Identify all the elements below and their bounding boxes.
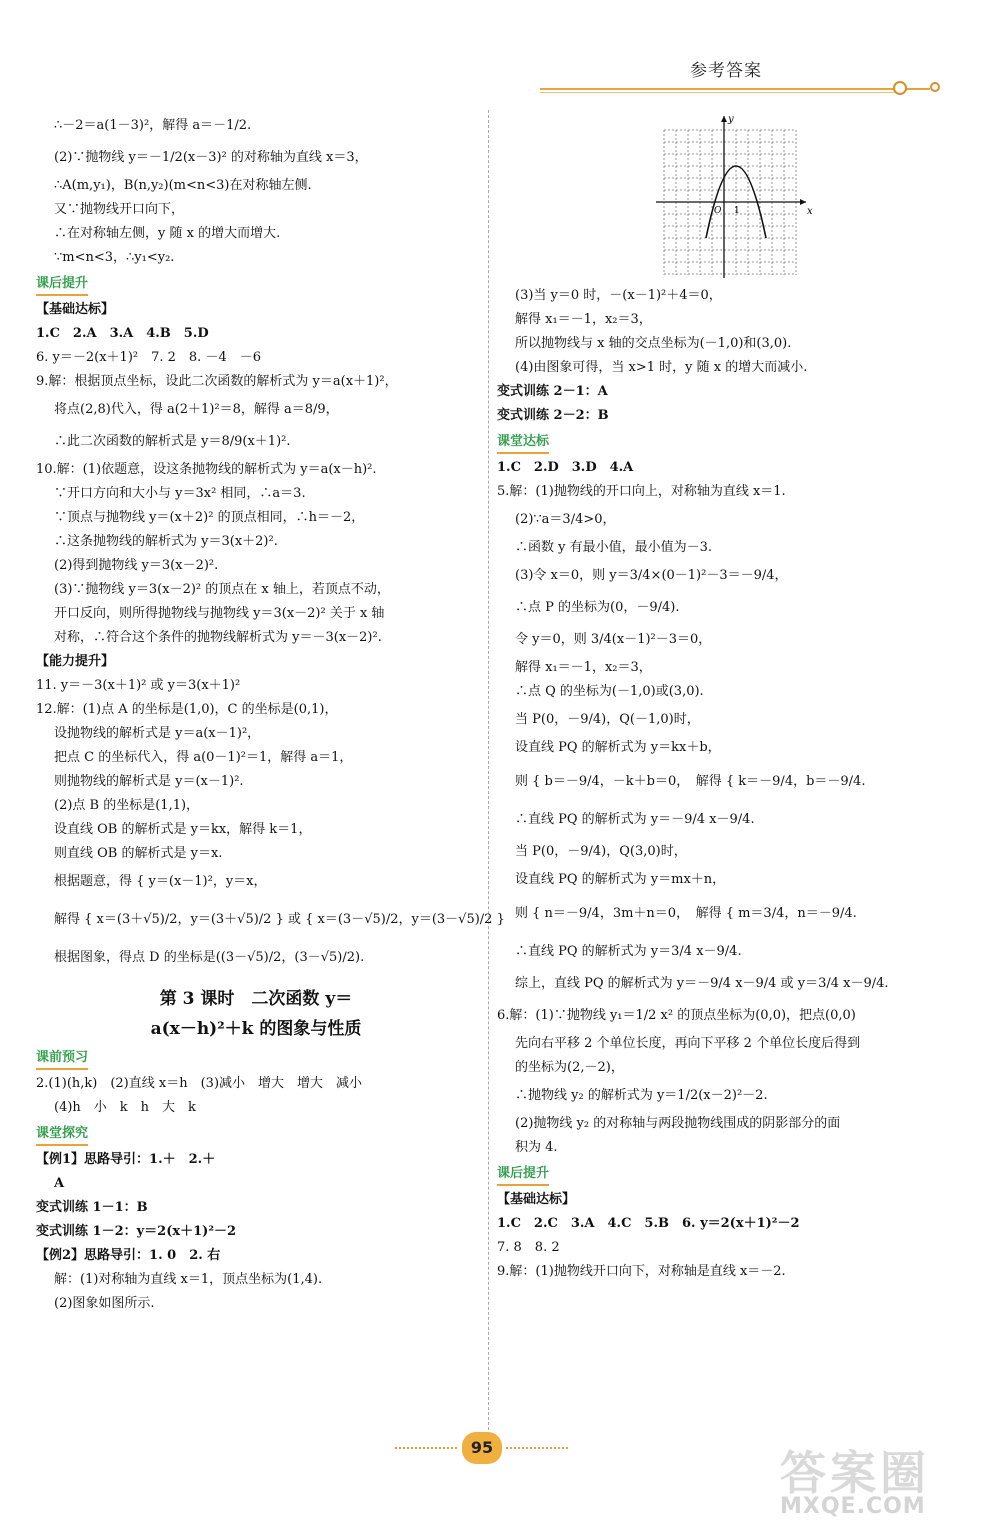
answer-line: 开口反向，则所得抛物线与抛物线 y＝3(x－2)² 关于 x 轴 [54, 606, 385, 621]
answer-line: 把点 C 的坐标代入，得 a(0－1)²＝1，解得 a＝1， [54, 750, 353, 765]
section-heading: 课堂达标 [497, 432, 549, 454]
right-column [497, 110, 967, 1284]
answer-line: ∴抛物线 y₂ 的解析式为 y＝1/2(x－2)²－2. [515, 1088, 768, 1103]
x-axis-label: x [807, 206, 813, 217]
answer-line: 【例1】思路导引：1.＋ 2.＋ [36, 1152, 216, 1167]
answer-line: A [54, 1176, 65, 1191]
answer-line: ∴－2＝a(1－3)²，解得 a＝－1/2. [54, 118, 252, 133]
answer-line: ∴在对称轴左侧，y 随 x 的增大而增大. [54, 226, 281, 241]
lesson-title-line-1: 第 3 课时 二次函数 y＝ [159, 989, 353, 1009]
subsection-heading: 【基础达标】 [497, 1192, 576, 1207]
answer-line: 5.解：(1)抛物线的开口向上，对称轴为直线 x＝1. [497, 484, 786, 499]
answer-line: ∴A(m,y₁)，B(n,y₂)(m<n<3)在对称轴左侧. [54, 178, 312, 193]
answer-line: 6. y＝－2(x＋1)² 7. 2 8. －4 －6 [36, 350, 261, 365]
answer-line: (2)∵抛物线 y＝－1/2(x－3)² 的对称轴为直线 x＝3， [54, 150, 368, 165]
footer-dots-left [395, 1447, 457, 1449]
tick-label: 1 [734, 206, 740, 216]
answer-line: 解得 { x＝(3＋√5)/2，y＝(3＋√5)/2 } 或 { x＝(3－√5)/2，y＝(3－√5)/2 } [54, 912, 505, 927]
answer-line: 则 { n＝－9/4，3m＋n＝0， 解得 { m＝3/4，n＝－9/4. [515, 906, 857, 921]
answer-line: 变式训练 2－2：B [497, 408, 609, 423]
answer-line: 先向右平移 2 个单位长度，再向下平移 2 个单位长度后得到 [515, 1036, 861, 1051]
answer-line: 解：(1)对称轴为直线 x＝1，顶点坐标为(1,4). [54, 1272, 323, 1287]
answer-line: 12.解：(1)点 A 的坐标是(1,0)，C 的坐标是(0,1)， [36, 702, 338, 717]
section-heading: 课后提升 [36, 274, 88, 296]
page-number: 95 [462, 1432, 502, 1464]
answer-line: 的坐标为(2,－2)， [515, 1060, 624, 1075]
y-axis-label: y [728, 114, 734, 125]
answer-line: (2)点 B 的坐标是(1,1)， [54, 798, 200, 813]
answer-line: (2)∵a＝3/4>0， [515, 512, 616, 527]
answer-line: (2)抛物线 y₂ 的对称轴与两段抛物线围成的阴影部分的面 [515, 1116, 841, 1131]
answer-line: 11. y＝－3(x＋1)² 或 y＝3(x＋1)² [36, 678, 241, 693]
answer-line: 设直线 PQ 的解析式为 y＝kx＋b， [515, 740, 721, 755]
answer-line: 变式训练 2－1：A [497, 384, 608, 399]
answer-line: (2)得到抛物线 y＝3(x－2)². [54, 558, 219, 573]
answer-line: 所以抛物线与 x 轴的交点坐标为(－1,0)和(3,0). [515, 336, 792, 351]
page-header-title: 参考答案 [690, 61, 762, 81]
watermark-url: MXQE.COM [780, 1494, 926, 1519]
answer-line: ∴直线 PQ 的解析式为 y＝3/4 x－9/4. [515, 944, 742, 959]
answer-line: 则 { b＝－9/4，－k＋b＝0， 解得 { k＝－9/4，b＝－9/4. [515, 774, 866, 789]
origin-label: O [714, 206, 722, 216]
header-ornament-small [930, 82, 940, 92]
answer-line: 则直线 OB 的解析式是 y＝x. [54, 846, 223, 861]
answer-line: 当 P(0，－9/4)，Q(－1,0)时， [515, 712, 700, 727]
column-divider [488, 110, 489, 1430]
section-heading: 课前预习 [36, 1048, 88, 1070]
answer-line: 1.C 2.C 3.A 4.C 5.B 6. y＝2(x＋1)²－2 [497, 1216, 800, 1231]
answer-line: 设直线 PQ 的解析式为 y＝mx＋n， [515, 872, 726, 887]
answer-line: 综上，直线 PQ 的解析式为 y＝－9/4 x－9/4 或 y＝3/4 x－9/4. [515, 976, 889, 991]
subsection-heading: 【基础达标】 [36, 302, 115, 317]
answer-line: 根据图象，得点 D 的坐标是((3－√5)/2，(3－√5)/2). [54, 950, 365, 965]
answer-line: 令 y＝0，则 3/4(x－1)²－3＝0， [515, 632, 712, 647]
answer-line: 又∵抛物线开口向下， [54, 202, 185, 217]
left-column [36, 110, 505, 1316]
header-rule-thin [540, 92, 900, 93]
answer-line: ∴点 P 的坐标为(0，－9/4). [515, 600, 680, 615]
answer-line: ∴此二次函数的解析式是 y＝8/9(x＋1)². [54, 434, 291, 449]
answer-line: 变式训练 1－2：y＝2(x＋1)²－2 [36, 1224, 237, 1239]
answer-line: 1.C 2.A 3.A 4.B 5.D [36, 326, 209, 341]
answer-line: 10.解：(1)依题意，设这条抛物线的解析式为 y＝a(x－h)². [36, 462, 377, 477]
section-heading: 课后提升 [497, 1164, 549, 1186]
parabola-graph [652, 110, 812, 280]
parabola-graph-svg [652, 110, 812, 280]
answer-line: 设抛物线的解析式是 y＝a(x－1)²， [54, 726, 261, 741]
answer-line: 根据题意，得 { y＝(x－1)²，y＝x， [54, 874, 267, 889]
answer-line: 9.解：(1)抛物线开口向下，对称轴是直线 x＝－2. [497, 1264, 786, 1279]
answer-line: ∵顶点与抛物线 y＝(x＋2)² 的顶点相同，∴h＝－2， [54, 510, 365, 525]
answer-line: (3)令 x＝0，则 y＝3/4×(0－1)²－3＝－9/4， [515, 568, 788, 583]
answer-line: 6.解：(1)∵抛物线 y₁＝1/2 x² 的顶点坐标为(0,0)，把点(0,0) [497, 1008, 856, 1023]
answer-line: 积为 4. [515, 1140, 558, 1155]
header-ornament [893, 81, 907, 95]
answer-line: 解得 x₁＝－1，x₂＝3， [515, 660, 652, 675]
footer-dots-right [506, 1447, 568, 1449]
answer-line: (2)图象如图所示. [54, 1296, 155, 1311]
subsection-heading: 【能力提升】 [36, 654, 115, 669]
answer-line: ∴直线 PQ 的解析式为 y＝－9/4 x－9/4. [515, 812, 755, 827]
answer-line: 解得 x₁＝－1，x₂＝3， [515, 312, 652, 327]
answer-line: ∴点 Q 的坐标为(－1,0)或(3,0). [515, 684, 704, 699]
answer-line: 9.解：根据顶点坐标，设此二次函数的解析式为 y＝a(x＋1)²， [36, 374, 398, 389]
answer-line: 2.(1)(h,k) (2)直线 x＝h (3)减小 增大 增大 减小 [36, 1076, 363, 1091]
answer-line: 将点(2,8)代入，得 a(2＋1)²＝8，解得 a＝8/9， [54, 402, 339, 417]
lesson-title-line-2: a(x－h)²＋k 的图象与性质 [150, 1019, 362, 1039]
answer-line: 当 P(0，－9/4)，Q(3,0)时， [515, 844, 687, 859]
answer-line: ∴这条抛物线的解析式为 y＝3(x＋2)². [54, 534, 278, 549]
answer-line: (4)由图象可得，当 x>1 时，y 随 x 的增大而减小. [515, 360, 808, 375]
watermark [780, 1446, 980, 1520]
watermark-text: 答案圈 [780, 1446, 930, 1500]
answer-line: (3)当 y＝0 时，－(x－1)²＋4＝0， [515, 288, 722, 303]
answer-line: ∵开口方向和大小与 y＝3x² 相同，∴a＝3. [54, 486, 306, 501]
answer-line: 则抛物线的解析式是 y＝(x－1)². [54, 774, 244, 789]
answer-line: 7. 8 8. 2 [497, 1240, 560, 1255]
header-rule [540, 88, 930, 90]
answer-line: (3)∵抛物线 y＝3(x－2)² 的顶点在 x 轴上，若顶点不动， [54, 582, 390, 597]
answer-line: 变式训练 1－1：B [36, 1200, 148, 1215]
answer-line: (4)h 小 k h 大 k [54, 1100, 196, 1115]
section-heading: 课堂探究 [36, 1124, 88, 1146]
answer-line: 【例2】思路导引：1. 0 2. 右 [36, 1248, 221, 1263]
answer-line: ∵m<n<3，∴y₁<y₂. [54, 250, 175, 265]
answer-line: 对称，∴符合这个条件的抛物线解析式为 y＝－3(x－2)². [54, 630, 382, 645]
answer-line: ∴函数 y 有最小值，最小值为－3. [515, 540, 713, 555]
answer-line: 1.C 2.D 3.D 4.A [497, 460, 634, 475]
answer-line: 设直线 OB 的解析式是 y＝kx，解得 k＝1， [54, 822, 312, 837]
